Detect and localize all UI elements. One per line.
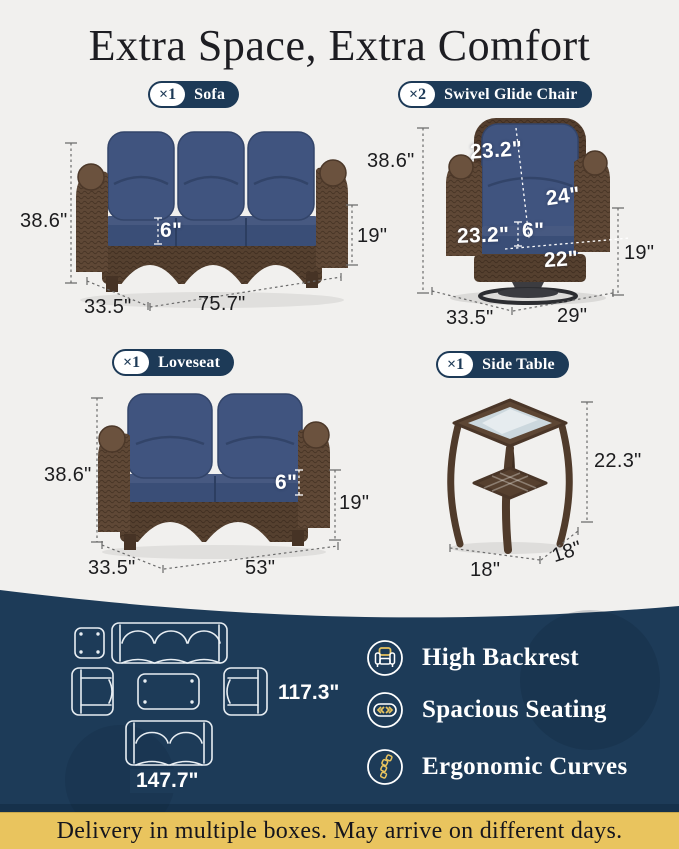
- chair-backrest-dimension: 23.2": [469, 137, 524, 164]
- armchair-icon: [366, 639, 404, 677]
- feature-spacious-seating: [366, 691, 607, 729]
- swivel-chair-name: Swivel Glide Chair: [444, 85, 578, 103]
- chair-seat-height-dimension: 19": [624, 242, 655, 264]
- seat-width-icon: [366, 691, 404, 729]
- loveseat-width-dimension: 53": [245, 557, 276, 579]
- loveseat-depth-dimension: 33.5": [88, 557, 136, 579]
- sofa-cushion-dimension: 6": [160, 219, 183, 242]
- plan-width-dimension: 147.7": [130, 769, 205, 793]
- chair-height-dimension: 38.6": [367, 150, 415, 172]
- sofa-name: Sofa: [194, 85, 226, 103]
- chair-front-width-dimension: 22": [543, 246, 579, 273]
- table-depth-dimension: 18": [470, 559, 501, 581]
- feature-high-backrest: [366, 639, 579, 677]
- plan-depth-dimension: 117.3": [272, 681, 345, 705]
- chair-arm-height-dimension: 23.2": [456, 223, 510, 248]
- feature-ergonomic-curves: [366, 748, 627, 786]
- sofa-height-dimension: 38.6": [20, 210, 68, 232]
- chair-width-dimension: 29": [557, 305, 588, 327]
- loveseat-height-dimension: 38.6": [44, 464, 92, 486]
- side-table-name: Side Table: [482, 355, 555, 373]
- chair-depth-dimension: 33.5": [446, 307, 494, 329]
- loveseat-qty: ×1: [114, 351, 149, 374]
- delivery-banner: [0, 812, 679, 849]
- loveseat-seat-height-dimension: 19": [339, 492, 370, 514]
- table-width-dimension: 18": [549, 536, 585, 568]
- loveseat-name: Loveseat: [158, 353, 221, 371]
- feature-label: Spacious Seating: [422, 696, 607, 723]
- sofa-width-dimension: 75.7": [198, 293, 246, 315]
- delivery-banner-text: Delivery in multiple boxes. May arrive on different days.: [56, 818, 623, 844]
- sofa-seat-height-dimension: 19": [357, 225, 388, 247]
- sofa-qty: ×1: [150, 83, 185, 106]
- table-height-dimension: 22.3": [594, 450, 642, 472]
- spine-curve-icon: [366, 748, 404, 786]
- sofa-depth-dimension: 33.5": [84, 296, 132, 318]
- feature-label: Ergonomic Curves: [422, 753, 628, 780]
- page-title: Extra Space, Extra Comfort: [88, 21, 591, 70]
- side-table-qty: ×1: [438, 353, 473, 376]
- swivel-chair-qty: ×2: [400, 83, 435, 106]
- chair-cushion-dimension: 6": [522, 219, 545, 242]
- chair-seat-width-dimension: 24": [544, 182, 582, 211]
- loveseat-cushion-dimension: 6": [275, 471, 298, 494]
- feature-label: High Backrest: [422, 644, 579, 671]
